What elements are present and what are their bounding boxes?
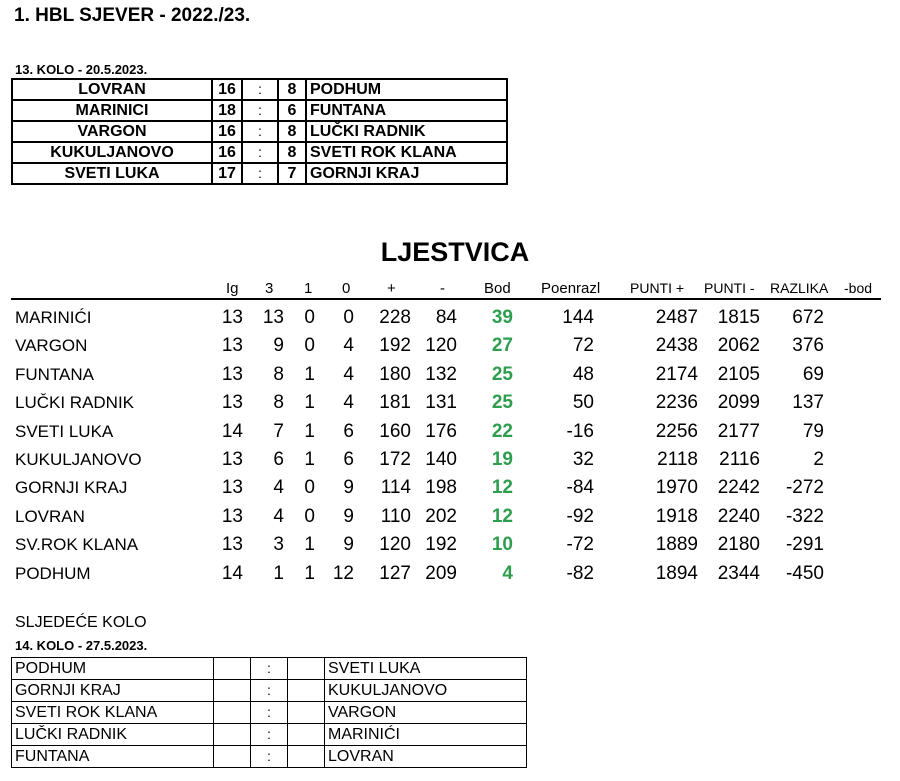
- home-score: 18: [212, 100, 242, 121]
- cell-plus: 127: [379, 562, 411, 584]
- cell-plus: 181: [379, 392, 411, 414]
- cell-plus: 110: [380, 505, 411, 527]
- cell-w1: 1: [304, 420, 315, 442]
- cell-bod: 12: [491, 505, 513, 527]
- result-row: [12, 163, 507, 184]
- cell-w1: 1: [304, 449, 315, 470]
- away-team: LUČKI RADNIK: [306, 121, 507, 142]
- standings-row: [0, 418, 900, 446]
- home-score-empty: [214, 702, 251, 724]
- cell-razlika: 137: [792, 392, 824, 414]
- away-team: MARINIĆI: [325, 724, 527, 746]
- cell-punti-minus: 2242: [717, 477, 760, 499]
- cell-minus: 84: [435, 307, 457, 328]
- result-row: [12, 100, 507, 121]
- home-team: LUČKI RADNIK: [12, 724, 214, 746]
- cell-bod: 25: [491, 363, 513, 385]
- away-score: 8: [278, 142, 306, 163]
- away-team: SVETI LUKA: [325, 658, 527, 680]
- away-team: GORNJI KRAJ: [306, 163, 507, 184]
- away-team: PODHUM: [306, 79, 507, 100]
- cell-bod: 39: [491, 307, 513, 328]
- cell-razlika: -322: [785, 505, 824, 527]
- home-team: KUKULJANOVO: [12, 142, 212, 163]
- cell-w0: 9: [343, 534, 354, 556]
- cell-punti-minus: 1815: [717, 307, 760, 328]
- results-round-label: 13. KOLO - 20.5.2023.: [15, 62, 148, 77]
- cell-razlika: 2: [813, 449, 824, 470]
- cell-ig: 13: [221, 392, 243, 414]
- cell-minus: 132: [425, 363, 457, 385]
- cell-w3: 8: [273, 363, 284, 385]
- cell-punti-plus: 1970: [655, 477, 698, 499]
- cell-w0: 4: [343, 335, 354, 357]
- header-wins-1: 1: [304, 280, 313, 297]
- team-name: MARINIĆI: [15, 308, 92, 327]
- home-score-empty: [214, 658, 251, 680]
- cell-plus: 120: [379, 534, 411, 556]
- cell-w0: 9: [343, 505, 354, 527]
- standings-row: [0, 389, 900, 417]
- cell-razlika: -291: [785, 534, 824, 556]
- score-separator: :: [242, 142, 278, 163]
- home-score: 17: [212, 163, 242, 184]
- home-team: SVETI ROK KLANA: [12, 702, 214, 724]
- cell-ig: 13: [221, 363, 243, 385]
- home-team: MARINICI: [12, 100, 212, 121]
- cell-punti-plus: 2487: [655, 307, 698, 328]
- cell-minus: 209: [425, 562, 457, 584]
- cell-punti-plus: 2256: [655, 420, 698, 442]
- cell-poenrazl: 72: [572, 335, 594, 357]
- cell-w3: 13: [262, 307, 284, 328]
- team-name: VARGON: [15, 336, 88, 356]
- cell-w1: 0: [304, 477, 315, 499]
- cell-ig: 13: [221, 335, 243, 357]
- away-score: 7: [278, 163, 306, 184]
- fixture-row: [12, 724, 527, 746]
- cell-ig: 13: [221, 477, 243, 499]
- away-team: VARGON: [325, 702, 527, 724]
- cell-punti-minus: 2116: [719, 449, 760, 470]
- cell-plus: 160: [379, 420, 411, 442]
- team-name: PODHUM: [15, 563, 91, 583]
- cell-poenrazl: -82: [566, 562, 594, 584]
- next-round-label: 14. KOLO - 27.5.2023.: [15, 638, 148, 653]
- cell-poenrazl: -72: [566, 534, 594, 556]
- cell-w0: 6: [343, 449, 354, 470]
- cell-minus: 131: [425, 392, 457, 414]
- cell-punti-minus: 2062: [717, 335, 760, 357]
- cell-bod: 25: [491, 392, 513, 414]
- cell-minus: 140: [425, 449, 457, 470]
- cell-punti-plus: 2174: [655, 363, 698, 385]
- cell-poenrazl: 48: [572, 363, 594, 385]
- cell-bod: 27: [491, 335, 513, 357]
- cell-poenrazl: -84: [566, 477, 594, 499]
- cell-w3: 1: [273, 562, 284, 584]
- cell-ig: 13: [221, 307, 243, 328]
- standings-row: [0, 446, 900, 474]
- cell-ig: 14: [221, 562, 243, 584]
- cell-punti-plus: 1894: [655, 562, 698, 584]
- cell-punti-minus: 2177: [717, 420, 760, 442]
- home-team: GORNJI KRAJ: [12, 680, 214, 702]
- cell-w0: 9: [343, 477, 354, 499]
- fixture-row: [12, 680, 527, 702]
- standings-row: [0, 503, 900, 531]
- home-score-empty: [214, 724, 251, 746]
- away-team: LOVRAN: [325, 746, 527, 768]
- team-name: GORNJI KRAJ: [15, 478, 128, 498]
- cell-w3: 4: [273, 477, 284, 499]
- score-separator: :: [251, 680, 288, 702]
- results-table: [11, 78, 508, 185]
- header-poenrazl: Poenrazl: [541, 280, 601, 297]
- cell-poenrazl: 144: [562, 307, 594, 328]
- cell-punti-minus: 2240: [717, 505, 760, 527]
- cell-punti-plus: 2236: [655, 392, 698, 414]
- result-row: [12, 142, 507, 163]
- team-name: LUČKI RADNIK: [15, 393, 135, 413]
- home-team: FUNTANA: [12, 746, 214, 768]
- score-separator: :: [251, 724, 288, 746]
- cell-minus: 192: [425, 534, 457, 556]
- cell-bod: 12: [491, 477, 513, 499]
- away-score-empty: [288, 702, 325, 724]
- cell-ig: 13: [221, 505, 243, 527]
- cell-minus: 176: [425, 420, 457, 442]
- cell-plus: 172: [379, 449, 411, 470]
- cell-w3: 8: [273, 392, 284, 414]
- standings-row: [0, 531, 900, 559]
- cell-punti-plus: 2118: [657, 449, 698, 470]
- cell-w3: 9: [273, 335, 284, 357]
- header-minus: -: [440, 280, 445, 297]
- result-row: [12, 121, 507, 142]
- cell-plus: 228: [379, 307, 411, 328]
- cell-ig: 13: [221, 534, 243, 556]
- next-round-table: [11, 657, 527, 768]
- standings-row: [0, 304, 900, 332]
- away-team: FUNTANA: [306, 100, 507, 121]
- cell-w0: 0: [343, 307, 354, 328]
- cell-punti-minus: 2344: [717, 562, 760, 584]
- fixture-row: [12, 658, 527, 680]
- away-score-empty: [288, 724, 325, 746]
- cell-w3: 3: [273, 534, 284, 556]
- standings-row: [0, 332, 900, 360]
- cell-w1: 0: [304, 505, 315, 527]
- cell-razlika: 69: [802, 363, 824, 385]
- cell-bod: 22: [491, 420, 513, 442]
- standings-row: [0, 560, 900, 588]
- score-separator: :: [251, 702, 288, 724]
- cell-w0: 6: [343, 420, 354, 442]
- cell-minus: 198: [425, 477, 457, 499]
- cell-w3: 7: [273, 420, 284, 442]
- cell-razlika: 672: [792, 307, 824, 328]
- cell-plus: 180: [379, 363, 411, 385]
- cell-razlika: -450: [785, 562, 824, 584]
- standings-row: [0, 474, 900, 502]
- home-score-empty: [214, 746, 251, 768]
- header-ig: Ig: [226, 280, 239, 297]
- cell-w1: 0: [304, 307, 315, 328]
- away-score-empty: [288, 680, 325, 702]
- score-separator: :: [251, 658, 288, 680]
- home-team: PODHUM: [12, 658, 214, 680]
- away-team: KUKULJANOVO: [325, 680, 527, 702]
- cell-plus: 192: [379, 335, 411, 357]
- cell-plus: 114: [380, 477, 411, 499]
- cell-w1: 1: [304, 392, 315, 414]
- cell-punti-minus: 2105: [717, 363, 760, 385]
- cell-w1: 0: [304, 335, 315, 357]
- home-team: SVETI LUKA: [12, 163, 212, 184]
- cell-razlika: -272: [785, 477, 824, 499]
- score-separator: :: [242, 163, 278, 184]
- cell-w0: 12: [332, 562, 354, 584]
- team-name: KUKULJANOVO: [15, 450, 142, 469]
- away-score: 6: [278, 100, 306, 121]
- cell-bod: 4: [502, 562, 513, 584]
- cell-punti-plus: 1918: [655, 505, 698, 527]
- header-punti-minus: PUNTI -: [704, 280, 755, 296]
- header-plus: +: [387, 280, 396, 297]
- cell-bod: 10: [491, 534, 513, 556]
- cell-poenrazl: 32: [572, 449, 594, 470]
- cell-poenrazl: 50: [572, 392, 594, 414]
- cell-w1: 1: [304, 534, 315, 556]
- score-separator: :: [242, 100, 278, 121]
- header-punti-plus: PUNTI +: [630, 280, 685, 296]
- standings-row: [0, 361, 900, 389]
- away-score: 8: [278, 79, 306, 100]
- cell-w1: 1: [304, 363, 315, 385]
- score-separator: :: [242, 79, 278, 100]
- fixture-row: [12, 746, 527, 768]
- standings-title: LJESTVICA: [380, 237, 530, 267]
- cell-bod: 19: [491, 449, 513, 470]
- next-round-caption: SLJEDEĆE KOLO: [15, 614, 147, 631]
- cell-razlika: 79: [802, 420, 824, 442]
- cell-poenrazl: -16: [566, 420, 594, 442]
- home-score-empty: [214, 680, 251, 702]
- away-score-empty: [288, 658, 325, 680]
- cell-w1: 1: [304, 562, 315, 584]
- home-team: VARGON: [12, 121, 212, 142]
- header-bod: Bod: [484, 280, 511, 297]
- score-separator: :: [242, 121, 278, 142]
- cell-minus: 202: [425, 505, 457, 527]
- team-name: LOVRAN: [15, 506, 85, 526]
- header-razlika: RAZLIKA: [770, 280, 829, 296]
- cell-w3: 4: [273, 505, 284, 527]
- cell-punti-minus: 2099: [717, 392, 760, 414]
- cell-ig: 13: [221, 449, 243, 470]
- cell-razlika: 376: [792, 335, 824, 357]
- header-wins-3: 3: [265, 280, 274, 297]
- team-name: SVETI LUKA: [15, 421, 114, 441]
- home-team: LOVRAN: [12, 79, 212, 100]
- away-score-empty: [288, 746, 325, 768]
- cell-w0: 4: [343, 392, 354, 414]
- cell-punti-plus: 1889: [655, 534, 698, 556]
- away-team: SVETI ROK KLANA: [306, 142, 507, 163]
- header-losses-0: 0: [342, 280, 351, 297]
- team-name: FUNTANA: [15, 364, 95, 384]
- home-score: 16: [212, 121, 242, 142]
- cell-punti-plus: 2438: [655, 335, 698, 357]
- cell-minus: 120: [425, 335, 457, 357]
- cell-punti-minus: 2180: [717, 534, 760, 556]
- score-separator: :: [251, 746, 288, 768]
- cell-w3: 6: [273, 449, 284, 470]
- away-score: 8: [278, 121, 306, 142]
- header-minus-bod: -bod: [844, 280, 873, 296]
- fixture-row: [12, 702, 527, 724]
- home-score: 16: [212, 79, 242, 100]
- team-name: SV.ROK KLANA: [15, 535, 139, 555]
- home-score: 16: [212, 142, 242, 163]
- cell-ig: 14: [221, 420, 243, 442]
- standings-divider: [11, 298, 881, 300]
- page-title: 1. HBL SJEVER - 2022./23.: [14, 5, 251, 26]
- cell-poenrazl: -92: [566, 505, 594, 527]
- result-row: [12, 79, 507, 100]
- cell-w0: 4: [343, 363, 354, 385]
